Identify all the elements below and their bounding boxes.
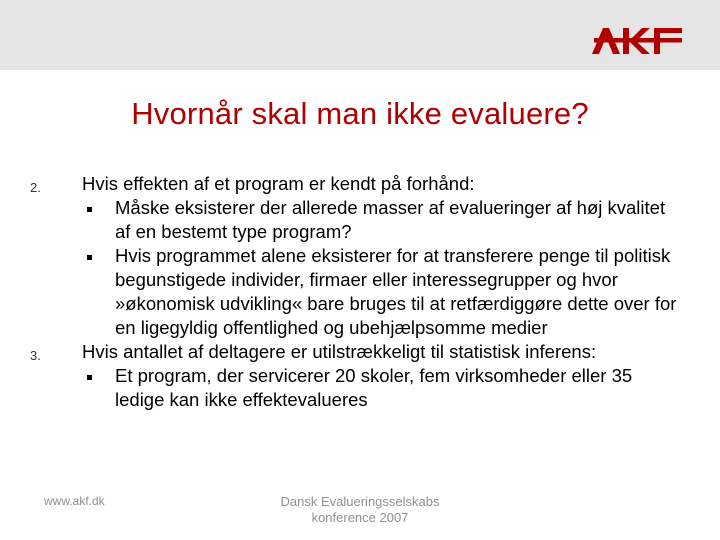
sub-item: [82, 364, 680, 412]
footer-conference-line2: konference 2007: [311, 510, 409, 525]
square-bullet-icon: [87, 255, 92, 260]
sub-item-text: Hvis programmet alene eksisterer for at transferere penge til politisk begunstigede individer, firmaer eller interessegrupper og hvor »økonomisk udvikling« bare bruges til at retfærdiggøre dette over for en ligegyldig offentlighed og ubehjælpsomme medier: [115, 245, 677, 338]
header-band: [0, 0, 720, 70]
item-number: 2.: [30, 180, 41, 195]
item-text: Hvis effekten af et program er kendt på forhånd:: [82, 173, 475, 194]
sub-item-text: Måske eksisterer der allerede masser af evalueringer af høj kvalitet af en bestemt type program?: [115, 197, 666, 242]
akf-logo: [592, 28, 684, 54]
item-number: 3.: [30, 348, 41, 363]
footer-conference: [260, 494, 460, 526]
item-text: Hvis antallet af deltagere er utilstrækkeligt til statistisk inferens:: [82, 341, 597, 362]
list-item-2: [30, 172, 680, 340]
sub-item: [82, 196, 680, 244]
slide-title: Hvornår skal man ikke evaluere?: [131, 96, 589, 131]
footer-conference-line1: Dansk Evalueringsselskabs: [280, 494, 440, 509]
square-bullet-icon: [87, 375, 92, 380]
sub-item-text: Et program, der servicerer 20 skoler, fem virksomheder eller 35 ledige kan ikke effektevalueres: [115, 365, 633, 410]
square-bullet-icon: [87, 207, 92, 212]
slide-content: [30, 172, 680, 412]
sub-item: [82, 244, 680, 340]
footer-url: www.akf.dk: [44, 494, 105, 508]
list-item-3: [30, 340, 680, 412]
